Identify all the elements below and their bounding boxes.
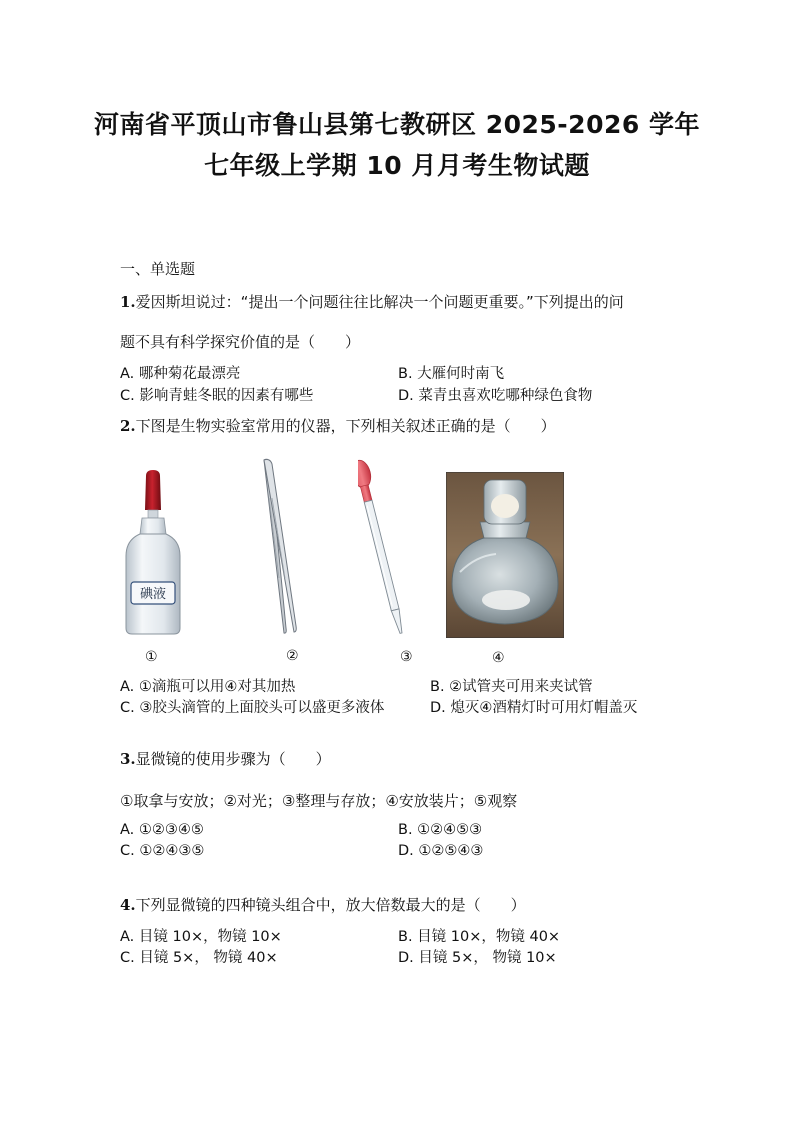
figure-label-1: ① [145,649,158,665]
question-3-steps: ①取拿与安放；②对光；③整理与存放；④安放装片；⑤观察 [120,792,518,810]
pipette-image [358,452,416,644]
alcohol-lamp-image [446,472,564,638]
question-1-number: 1. [120,293,136,311]
question-3-option-d[interactable]: D. ①②⑤④③ [398,843,484,859]
question-4-option-a[interactable]: A. 目镜 10×，物镜 10× [120,929,282,945]
dropper-bottle-image [122,470,184,636]
question-1-stem-line1: 爱因斯坦说过：“提出一个问题往往比解决一个问题更重要。”下列提出的问 [135,293,624,311]
question-3-number: 3. [120,750,136,768]
page-title-line-1: 河南省平顶山市鲁山县第七教研区 2025-2026 学年 [94,110,700,139]
question-3-option-b[interactable]: B. ①②④⑤③ [398,822,483,838]
question-2-stem-line1: 下图是生物实验室常用的仪器，下列相关叙述正确的是（ ） [135,417,556,435]
question-1-option-b[interactable]: B. 大雁何时南飞 [398,366,505,382]
question-4-option-d[interactable]: D. 目镜 5×， 物镜 10× [398,950,557,966]
question-3-stem-line1: 显微镜的使用步骤为（ ） [135,750,331,768]
question-2-option-d[interactable]: D. 熄灭④酒精灯时可用灯帽盖灭 [430,700,638,716]
question-3-stem [120,748,331,769]
question-2-number: 2. [120,417,136,435]
question-3-option-a[interactable]: A. ①②③④⑤ [120,822,204,838]
question-2-option-a[interactable]: A. ①滴瓶可以用④对其加热 [120,679,296,695]
question-1-stem-line2: 题不具有科学探究价值的是（ ） [120,333,361,351]
question-2-stem [120,415,556,436]
page-title-line-2: 七年级上学期 10 月月考生物试题 [204,151,590,180]
question-4-option-c[interactable]: C. 目镜 5×， 物镜 40× [120,950,278,966]
tweezers-image [258,458,308,636]
question-4-option-b[interactable]: B. 目镜 10×，物镜 40× [398,929,561,945]
question-1-option-d[interactable]: D. 菜青虫喜欢吃哪种绿色食物 [398,388,593,404]
question-1-option-c[interactable]: C. 影响青蛙冬眠的因素有哪些 [120,388,314,404]
question-2-option-c[interactable]: C. ③胶头滴管的上面胶头可以盛更多液体 [120,700,385,716]
bottle-label: 碘液 [139,587,167,602]
question-1-option-a[interactable]: A. 哪种菊花最漂亮 [120,366,241,382]
question-4-stem [120,894,526,915]
figure-label-4: ④ [492,650,505,666]
question-4-stem-line1: 下列显微镜的四种镜头组合中，放大倍数最大的是（ ） [135,896,526,914]
figure-label-2: ② [286,648,299,664]
question-4-number: 4. [120,896,136,914]
question-2-option-b[interactable]: B. ②试管夹可用来夹试管 [430,679,593,695]
figure-label-3: ③ [400,649,413,665]
question-1-stem [120,291,624,312]
question-3-option-c[interactable]: C. ①②④③⑤ [120,843,205,859]
section-heading: 一、单选题 [120,260,196,278]
